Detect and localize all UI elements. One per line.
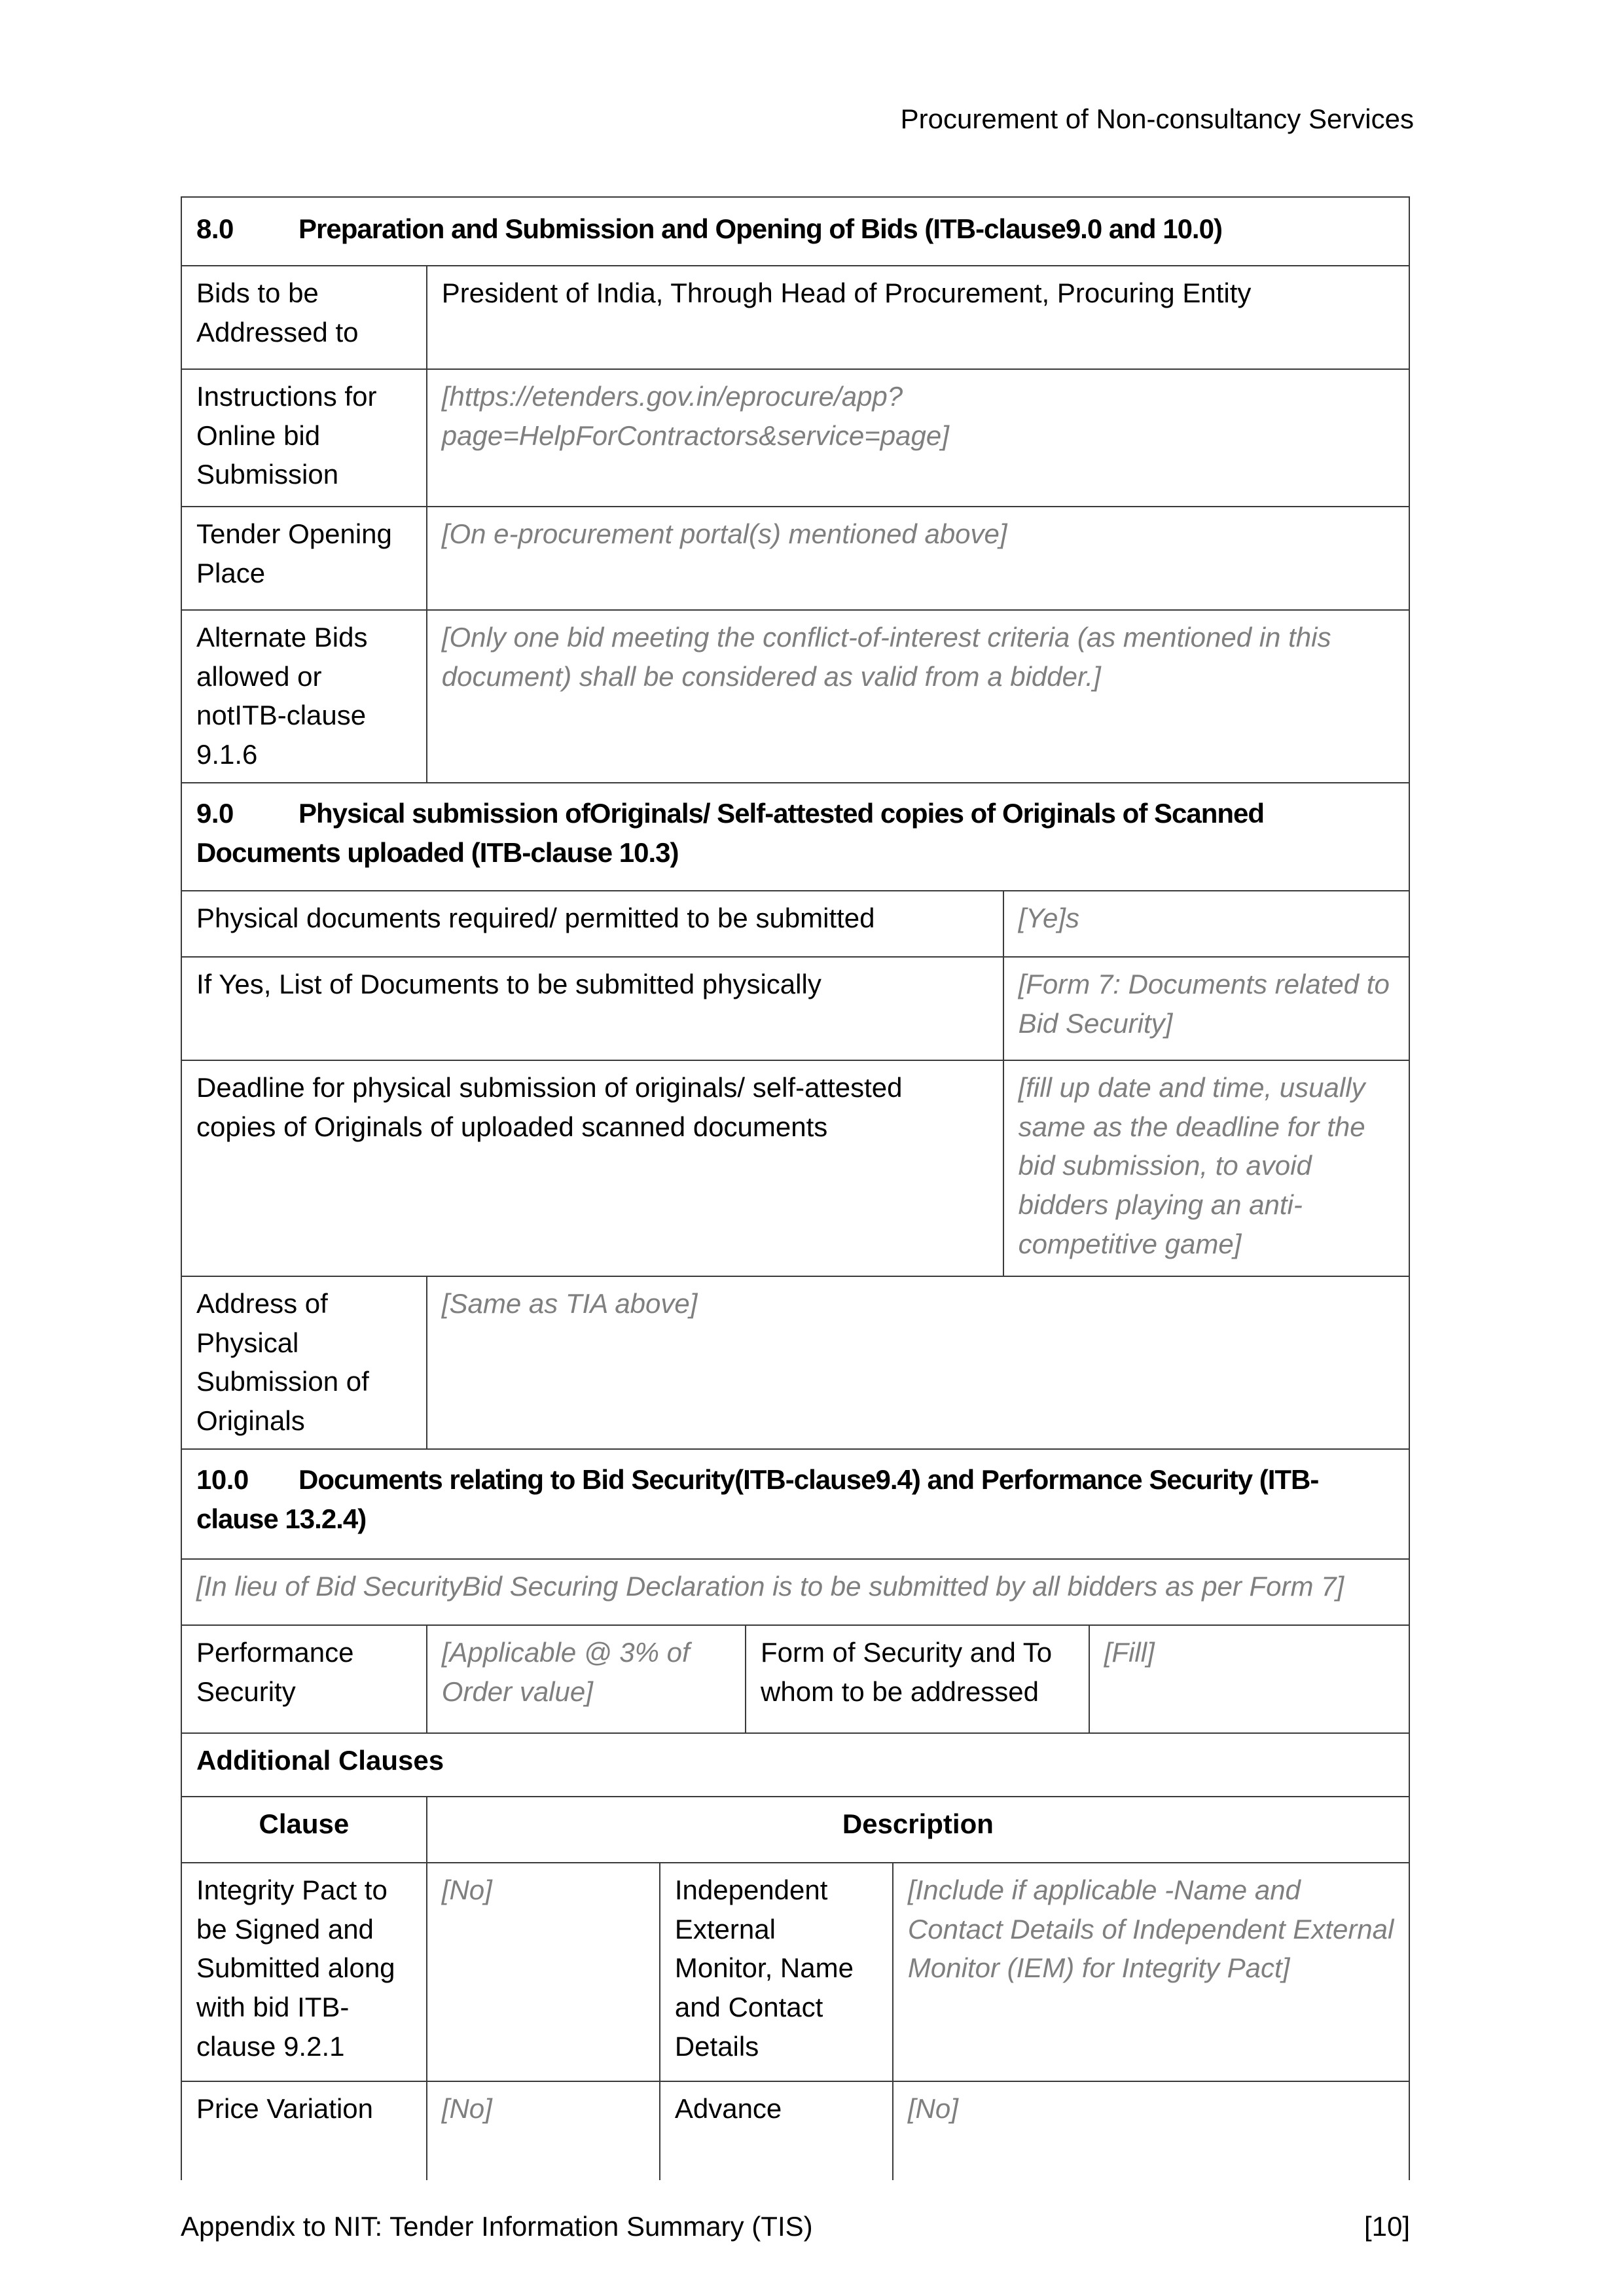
integrity-pact-label: Integrity Pact to be Signed and Submitted along with bid ITB-clause 9.2.1: [182, 1863, 427, 2081]
section-9-header-row: [182, 783, 1409, 891]
additional-clauses-row: [182, 1734, 1409, 1797]
if-yes-list-value: [Form 7: Documents related to Bid Security]: [1018, 969, 1390, 1039]
page-footer: [181, 2207, 1410, 2246]
if-yes-list-row: [182, 958, 1409, 1061]
section-8-header-cell: [182, 198, 1409, 265]
footer-appendix-text: Appendix to NIT: Tender Information Summary (TIS): [181, 2211, 813, 2242]
integrity-pact-value: [No]: [427, 1863, 660, 2081]
if-yes-list-label: If Yes, List of Documents to be submitted physically: [182, 958, 1004, 1060]
advance-value: [No]: [907, 2093, 958, 2124]
online-submission-url: [https://etenders.gov.in/eprocure/app? page=HelpForContractors&service=page]: [441, 381, 949, 451]
section-9-number: 9.0: [196, 798, 234, 829]
form-of-security-label: Form of Security and To whom to be addressed: [746, 1626, 1090, 1732]
bid-securing-declaration-row: [182, 1560, 1409, 1626]
address-physical-submission-label: Address of Physical Submission of Originals: [182, 1277, 427, 1448]
bids-addressed-label: Bids to be Addressed to: [182, 266, 427, 368]
address-physical-submission-row: [182, 1277, 1409, 1450]
bids-addressed-value: President of India, Through Head of Procurement, Procuring Entity: [441, 278, 1252, 308]
physical-documents-value: [Ye]s: [1018, 903, 1079, 933]
bid-securing-declaration-text: [In lieu of Bid SecurityBid Securing Declaration is to be submitted by all bidders as per Form 7]: [196, 1571, 1344, 1602]
advance-label: Advance: [660, 2082, 893, 2180]
clause-description-header-row: [182, 1797, 1409, 1863]
section-10-header-cell: [182, 1450, 1409, 1558]
price-variation-label: Price Variation: [182, 2082, 427, 2180]
independent-external-monitor-value: [Include if applicable -Name and Contact Details of Independent External Monitor (IEM) for Integrity Pact]: [907, 1874, 1394, 1984]
tender-opening-place-row: [182, 507, 1409, 611]
tender-opening-place-label: Tender Opening Place: [182, 507, 427, 609]
deadline-physical-submission-row: [182, 1061, 1409, 1277]
section-10-number: 10.0: [196, 1464, 249, 1495]
additional-clauses-title: Additional Clauses: [196, 1745, 444, 1776]
tender-information-table: [181, 196, 1410, 2180]
performance-security-value: [Applicable @ 3% of Order value]: [427, 1626, 746, 1732]
section-9-title: Physical submission ofOriginals/ Self-attested copies of Originals of Scanned Documents uploaded (ITB-clause 10.3): [196, 798, 1265, 868]
alternate-bids-label: Alternate Bids allowed or notITB-clause 9.1.6: [182, 611, 427, 782]
form-of-security-value: [Fill]: [1104, 1637, 1155, 1668]
page-header-text: Procurement of Non-consultancy Services: [900, 103, 1414, 134]
address-physical-submission-value: [Same as TIA above]: [441, 1288, 698, 1319]
online-submission-label: Instructions for Online bid Submission: [182, 370, 427, 506]
tender-opening-place-value: [On e-procurement portal(s) mentioned above]: [441, 518, 1007, 549]
price-variation-row: [182, 2082, 1409, 2180]
bids-addressed-row: [182, 266, 1409, 370]
section-10-title: Documents relating to Bid Security(ITB-clause9.4) and Performance Security (ITB-clause 13.2.4): [196, 1464, 1319, 1534]
section-8-number: 8.0: [196, 213, 234, 244]
online-submission-value-cell: [427, 370, 1409, 506]
deadline-physical-submission-value: [fill up date and time, usually same as the deadline for the bid submission, to avoid bidders playing an anti-competitive game]: [1018, 1072, 1365, 1259]
section-9-header-cell: [182, 783, 1409, 890]
integrity-pact-row: [182, 1863, 1409, 2082]
online-submission-row: [182, 370, 1409, 507]
performance-security-label: Performance Security: [182, 1626, 427, 1732]
section-8-header-row: [182, 198, 1409, 266]
alternate-bids-row: [182, 611, 1409, 783]
physical-documents-label: Physical documents required/ permitted to be submitted: [182, 891, 1004, 956]
footer-page-number: [10]: [1363, 2211, 1410, 2242]
independent-external-monitor-label: Independent External Monitor, Name and Contact Details: [660, 1863, 893, 2081]
physical-documents-row: [182, 891, 1409, 958]
price-variation-value: [No]: [427, 2082, 660, 2180]
section-10-header-row: [182, 1450, 1409, 1560]
page-header: [901, 99, 1414, 139]
deadline-physical-submission-label: Deadline for physical submission of originals/ self-attested copies of Originals of uploaded scanned documents: [182, 1061, 1004, 1276]
description-column-header: Description: [842, 1808, 994, 1839]
performance-security-row: [182, 1626, 1409, 1734]
section-8-title: Preparation and Submission and Opening of Bids (ITB-clause9.0 and 10.0): [298, 213, 1222, 244]
clause-column-header: Clause: [182, 1797, 427, 1862]
alternate-bids-value: [Only one bid meeting the conflict-of-interest criteria (as mentioned in this document) shall be considered as valid from a bidder.]: [441, 622, 1331, 692]
